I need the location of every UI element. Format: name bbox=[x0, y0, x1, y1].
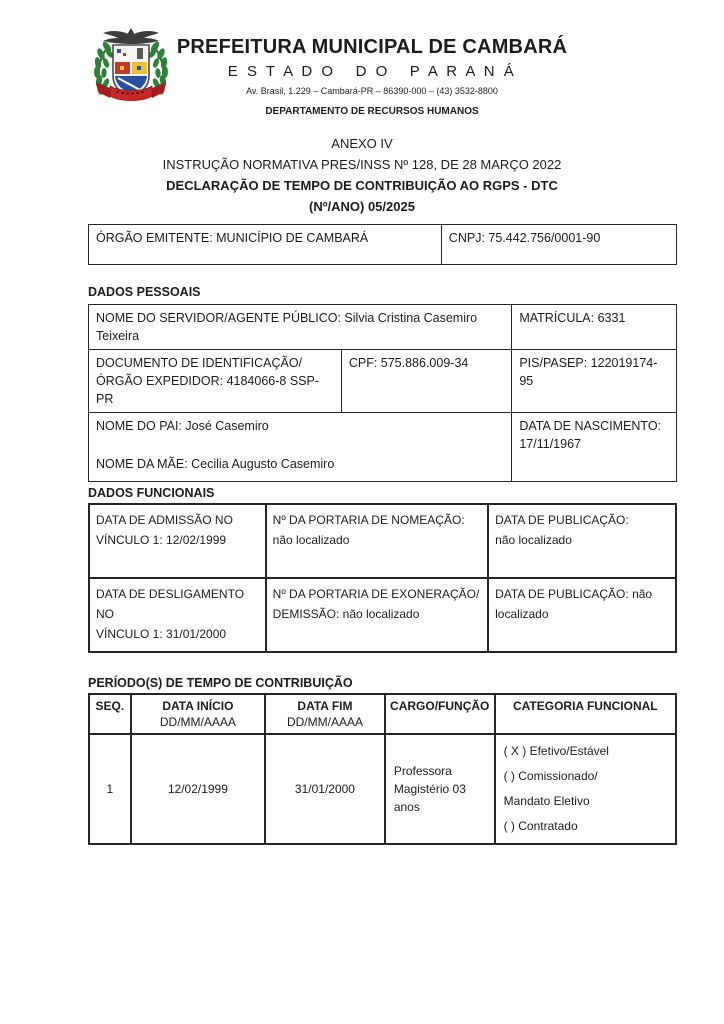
functional-data-section-title: DADOS FUNCIONAIS bbox=[88, 486, 215, 500]
emitter-cnpj-cell: CNPJ: 75.442.756/0001-90 bbox=[441, 225, 676, 265]
start-date-cell: 12/02/1999 bbox=[131, 734, 265, 844]
functional-data-table bbox=[88, 503, 677, 653]
publication-date-cell: DATA DE PUBLICAÇÃO: não localizado bbox=[488, 504, 676, 578]
end-date-header-cell bbox=[265, 694, 385, 734]
address-line: Av. Brasil, 1.229 – Cambará-PR – 86390-000 – (43) 3532-8800 bbox=[246, 86, 498, 96]
termination-date-cell: DATA DE DESLIGAMENTO NO VÍNCULO 1: 31/01/2000 bbox=[89, 578, 266, 652]
annex-line: ANEXO IV bbox=[331, 136, 393, 151]
matricula-cell: MATRÍCULA: 6331 bbox=[512, 305, 677, 350]
role-header-cell: CARGO/FUNÇÃO bbox=[385, 694, 495, 734]
admission-date-cell: DATA DE ADMISSÃO NO VÍNCULO 1: 12/02/1999 bbox=[89, 504, 266, 578]
mother-name: NOME DA MÃE: Cecilia Augusto Casemiro bbox=[96, 457, 335, 471]
personal-data-table bbox=[88, 304, 677, 482]
cpf-cell: CPF: 575.886.009-34 bbox=[341, 350, 512, 413]
table-header-row bbox=[89, 694, 676, 734]
end-date-format: DD/MM/AAAA bbox=[286, 715, 363, 729]
table-row bbox=[89, 504, 676, 578]
publication-date-cell: DATA DE PUBLICAÇÃO: não localizado bbox=[488, 578, 676, 652]
state-line: E S T A D O D O P A R A N Á bbox=[227, 63, 517, 80]
contribution-periods-section-title: PERÍODO(S) DE TEMPO DE CONTRIBUIÇÃO bbox=[88, 676, 353, 690]
role-cell: Professora Magistério 03 anos bbox=[385, 734, 495, 844]
start-date-format: DD/MM/AAAA bbox=[159, 715, 236, 729]
seq-cell: 1 bbox=[89, 734, 131, 844]
end-date-label: DATA FIM bbox=[297, 699, 353, 713]
servant-name-cell: NOME DO SERVIDOR/AGENTE PÚBLICO: Silvia Cristina Casemiro Teixeira bbox=[89, 305, 512, 350]
birth-date-cell: DATA DE NASCIMENTO: 17/11/1967 bbox=[512, 413, 677, 482]
emitter-organ-cell: ÓRGÃO EMITENTE: MUNICÍPIO DE CAMBARÁ bbox=[89, 225, 442, 265]
category-header-cell: CATEGORIA FUNCIONAL bbox=[495, 694, 676, 734]
normative-line: INSTRUÇÃO NORMATIVA PRES/INSS Nº 128, DE 28 MARÇO 2022 bbox=[162, 157, 562, 172]
id-document-cell: DOCUMENTO DE IDENTIFICAÇÃO/ ÓRGÃO EXPEDIDOR: 4184066-8 SSP-PR bbox=[89, 350, 342, 413]
father-name: NOME DO PAI: José Casemiro bbox=[96, 419, 269, 433]
municipality-title: PREFEITURA MUNICIPAL DE CAMBARÁ bbox=[176, 36, 568, 58]
table-row bbox=[89, 734, 676, 844]
pis-pasep-cell: PIS/PASEP: 122019174- 95 bbox=[512, 350, 677, 413]
end-date-cell: 31/01/2000 bbox=[265, 734, 385, 844]
start-date-header-cell bbox=[131, 694, 265, 734]
emitter-table bbox=[88, 224, 677, 265]
document-heading bbox=[0, 133, 724, 217]
parents-cell bbox=[89, 413, 512, 482]
seq-header-cell: SEQ. bbox=[89, 694, 131, 734]
number-year-line: (Nº/ANO) 05/2025 bbox=[309, 199, 415, 214]
contribution-periods-table bbox=[88, 693, 677, 845]
exoneration-portaria-cell: Nº DA PORTARIA DE EXONERAÇÃO/ DEMISSÃO: não localizado bbox=[266, 578, 488, 652]
table-row bbox=[89, 578, 676, 652]
start-date-label: DATA INÍCIO bbox=[162, 699, 234, 713]
nomination-portaria-cell: Nº DA PORTARIA DE NOMEAÇÃO: não localizado bbox=[266, 504, 488, 578]
personal-data-section-title: DADOS PESSOAIS bbox=[88, 285, 201, 299]
category-cell: ( X ) Efetivo/Estável ( ) Comissionado/ Mandato Eletivo ( ) Contratado bbox=[495, 734, 676, 844]
declaration-title: DECLARAÇÃO DE TEMPO DE CONTRIBUIÇÃO AO RGPS - DTC bbox=[166, 178, 558, 193]
letterhead bbox=[122, 36, 622, 96]
department-line: DEPARTAMENTO DE RECURSOS HUMANOS bbox=[265, 106, 479, 117]
